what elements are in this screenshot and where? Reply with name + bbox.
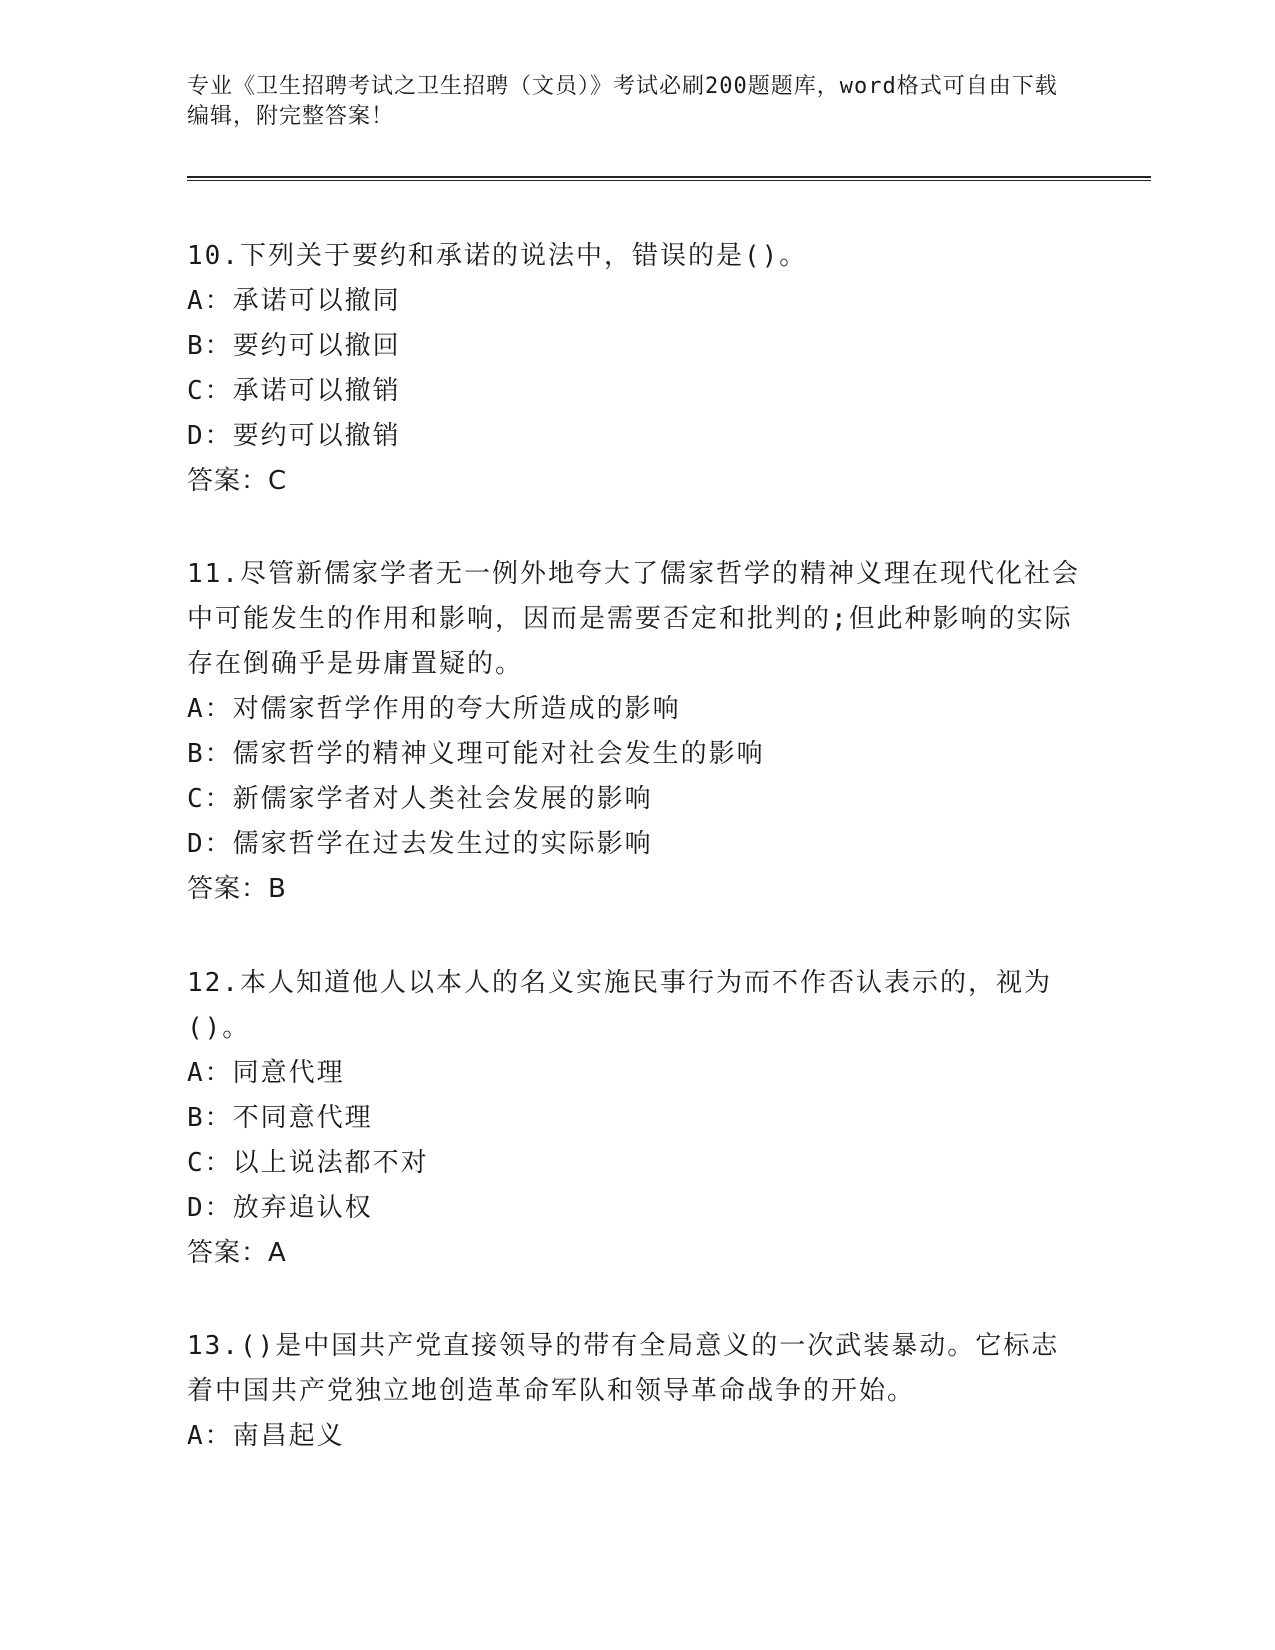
- document-header: 专业《卫生招聘考试之卫生招聘（文员）》考试必刷200题题库，word格式可自由下载编辑，附完整答案！: [187, 74, 1058, 129]
- option-d: D：儒家哲学在过去发生过的实际影响: [187, 829, 653, 859]
- option-b: B：要约可以撤回: [187, 331, 401, 361]
- option-a: A：同意代理: [187, 1058, 345, 1088]
- option-a: A：对儒家哲学作用的夸大所造成的影响: [187, 694, 681, 724]
- option-a: A：南昌起义: [187, 1421, 345, 1451]
- option-c: C：承诺可以撤销: [187, 376, 401, 406]
- question-block: [187, 552, 1087, 912]
- option-c: C：新儒家学者对人类社会发展的影响: [187, 784, 653, 814]
- question-text: 11.尽管新儒家学者无一例外地夸大了儒家哲学的精神义理在现代化社会中可能发生的作用和影响，因而是需要否定和批判的;但此种影响的实际存在倒确乎是毋庸置疑的。: [187, 559, 1080, 679]
- question-text: 13.()是中国共产党直接领导的带有全局意义的一次武装暴动。它标志着中国共产党独立地创造革命军队和领导革命战争的开始。: [187, 1331, 1060, 1406]
- header-divider: [187, 176, 1151, 181]
- question-block: [187, 1324, 1087, 1459]
- question-block: [187, 961, 1087, 1276]
- option-a: A：承诺可以撤同: [187, 286, 401, 316]
- question-text: 12.本人知道他人以本人的名义实施民事行为而不作否认表示的，视为()。: [187, 968, 1052, 1043]
- option-d: D：放弃追认权: [187, 1193, 373, 1223]
- option-b: B：儒家哲学的精神义理可能对社会发生的影响: [187, 739, 765, 769]
- question-text: 10.下列关于要约和承诺的说法中，错误的是()。: [187, 241, 808, 271]
- answer-line: 答案：B: [187, 874, 287, 904]
- option-d: D：要约可以撤销: [187, 421, 401, 451]
- answer-line: 答案：C: [187, 466, 288, 496]
- option-c: C：以上说法都不对: [187, 1148, 429, 1178]
- answer-line: 答案：A: [187, 1238, 287, 1268]
- option-b: B：不同意代理: [187, 1103, 373, 1133]
- question-block: [187, 234, 1087, 504]
